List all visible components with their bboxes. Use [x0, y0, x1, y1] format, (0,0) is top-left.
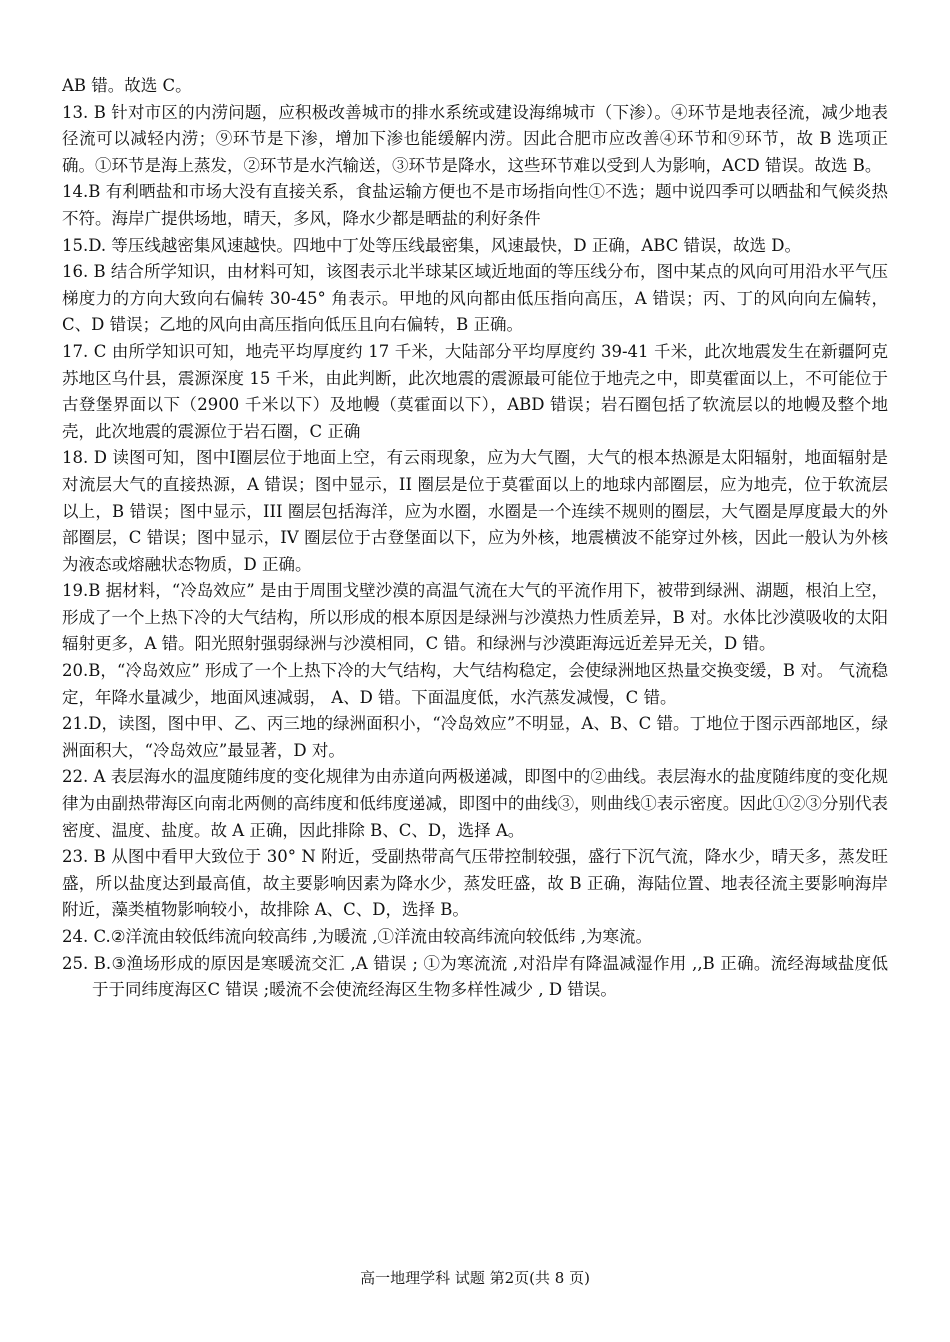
answer-18: 18. D 读图可知，图中Ⅰ圈层位于地面上空，有云雨现象，应为大气圈，大气的根本热源是太阳辐射，地面辐射是对流层大气的直接热源，A 错误；图中显示，II 圈层是位于莫霍面以上的地球内部圈层，应为地壳，位于软流层以上，B 错误；图中显示，III 圈层包括海洋，应为水圈，水圈是一个连续不规则的圈层，大气圈是厚度最大的外部圈层，C 错误；图中显示，IV 圈层位于古登堡面以下，应为外核，地震横波不能穿过外核，因此一般认为外核为液态或熔融状态物质，D 正确。: [62, 448, 888, 574]
answer-22: 22. A 表层海水的温度随纬度的变化规律为由赤道向两极递减，即图中的②曲线。表层海水的盐度随纬度的变化规律为由副热带海区向南北两侧的高纬度和低纬度递减，即图中的曲线③，则曲线①表示密度。因此①②③分别代表密度、温度、盐度。故 A 正确，因此排除 B、C、D，选择 A。: [62, 767, 888, 840]
page-footer: 高一地理学科 试题 第2页(共 8 页): [360, 1269, 590, 1287]
answer-12-tail: AB 错。故选 C。: [62, 76, 192, 95]
answer-15: 15.D. 等压线越密集风速越快。四地中丁处等压线最密集，风速最快，D 正确，ABC 错误，故选 D。: [62, 235, 802, 255]
answer-23: 23. B 从图中看甲大致位于 30° N 附近，受副热带高气压带控制较强，盛行下沉气流，降水少，晴天多，蒸发旺盛，所以盐度达到最高值，故主要影响因素为降水少，蒸发旺盛，故 B 正确，海陆位置、地表径流主要影响海岸附近，藻类植物影响较小，故排除 A、C、D，选择 B。: [62, 847, 888, 920]
answer-19: 19.B 据材料，“冷岛效应” 是由于周围戈壁沙漠的高温气流在大气的平流作用下，被带到绿洲、湖题，根泊上空，形成了一个上热下冷的大气结构，所以形成的根本原因是绿洲与沙漠热力性质差异，B 对。水体比沙漠吸收的太阳辐射更多，A 错。阳光照射强弱绿洲与沙漠相同，C 错。和绿洲与沙漠距海远近差异无关，D 错。: [62, 581, 888, 654]
answer-explanations: [62, 73, 888, 1004]
answer-21: 21.D，读图，图中甲、乙、丙三地的绿洲面积小，“冷岛效应”不明显，A、B、C 错。丁地位于图示西部地区，绿洲面积大，“冷岛效应”最显著，D 对。: [62, 714, 888, 760]
answer-24: 24. C.②洋流由较低纬流向较高纬 ,为暖流 ,①洋流由较高纬流向较低纬 ,为寒流。: [62, 927, 653, 946]
answer-25: 25. B.③渔场形成的原因是寒暖流交汇 ,A 错误 ; ①为寒流流 ,对沿岸有降温减湿作用 ,,B 正确。流经海域盐度低于于同纬度海区C 错误 ;暖流不会使流经海区生物多样性减少 , D 错误。: [62, 953, 888, 1000]
answer-13: 13. B 针对市区的内涝问题，应积极改善城市的排水系统或建设海绵城市（下渗）。④环节是地表径流，减少地表径流可以减轻内涝；⑨环节是下渗，增加下渗也能缓解内涝。因此合肥市应改善④环节和⑨环节，故 B 选项正确。①环节是海上蒸发，②环节是水汽输送，③环节是降水，这些环节难以受到人为影响，ACD 错误。故选 B。: [62, 102, 888, 175]
answer-14: 14.B 有利晒盐和市场大没有直接关系，食盐运输方便也不是市场指向性①不选；题中说四季可以晒盐和气候炎热不符。海岸广提供场地，晴天，多风，降水少都是晒盐的利好条件: [62, 182, 888, 228]
answer-20: 20.B，“冷岛效应” 形成了一个上热下冷的大气结构，大气结构稳定，会使绿洲地区热量交换变缓，B 对。 气流稳定，年降水量减少，地面风速减弱， A、D 错。下面温度低，水汽蒸发减慢，C 错。: [62, 661, 888, 707]
answer-17: 17. C 由所学知识可知，地壳平均厚度约 17 千米，大陆部分平均厚度约 39-41 千米，此次地震发生在新疆阿克苏地区乌什县，震源深度 15 千米，由此判断，此次地震的震源最可能位于地壳之中，即莫霍面以上，不可能位于古登堡界面以下（2900 千米以下）及地幔（莫霍面以下），ABD 错误；岩石圈包括了软流层以的地幔及整个地壳，此次地震的震源位于岩石圈，C 正确: [62, 341, 888, 441]
answer-16: 16. B 结合所学知识，由材料可知，该图表示北半球某区域近地面的等压线分布，图中某点的风向可用沿水平气压梯度力的方向大致向右偏转 30-45° 角表示。甲地的风向都由低压指向高压，A 错误；丙、丁的风向向左偏转，C、D 错误；乙地的风向由高压指向低压且向右偏转，B 正确。: [62, 262, 888, 335]
